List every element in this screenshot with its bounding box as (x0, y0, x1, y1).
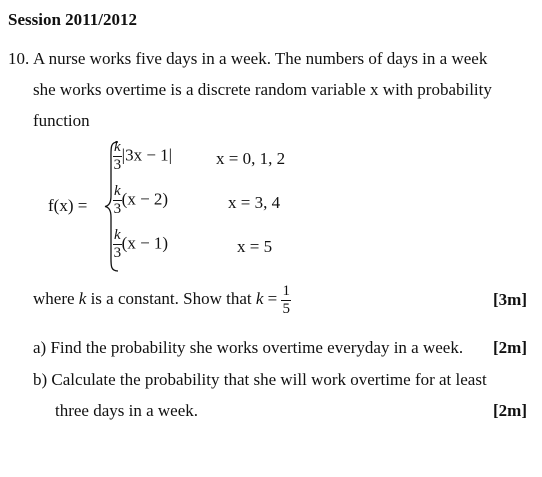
function-lhs: f(x) = (48, 196, 88, 215)
case-condition-1: x = 0, 1, 2 (216, 149, 286, 168)
part-b-text: Calculate the probability that she will work overtime for at least (51, 370, 487, 389)
case-expression: (x − 1) (121, 233, 169, 253)
part-a (33, 332, 463, 363)
fraction-k-over-3: $\frac{k}{3}$ (113, 227, 122, 261)
part-b (33, 364, 487, 395)
marks-part-b: [2m] (493, 401, 527, 420)
part-a-label: a) (33, 338, 47, 357)
marks-part-a: [2m] (493, 338, 527, 357)
part-a-text: Find the probability she works overtime everyday in a week. (50, 338, 464, 357)
show-that-line: where k is a constant. Show that k = $\frac{1}{5}$ (33, 282, 290, 317)
case-expression: (x − 2) (121, 189, 169, 209)
fraction-k-over-3: $\frac{k}{3}$ (113, 139, 122, 173)
case-condition-2: x = 3, 4 (228, 193, 281, 212)
question-line-1: A nurse works five days in a week. The numbers of days in a week (33, 49, 488, 68)
case-row-2 (113, 184, 168, 217)
case-row-3 (113, 228, 168, 261)
question-line-3: function (33, 111, 90, 130)
session-heading: Session 2011/2012 (8, 10, 137, 29)
fraction-one-fifth: $\frac{1}{5}$ (282, 282, 290, 317)
question-number: 10. (8, 49, 30, 68)
fraction-k-over-3: $\frac{k}{3}$ (113, 183, 122, 217)
question-line-2: she works overtime is a discrete random variable x with probability (33, 80, 492, 99)
part-b-line-2: three days in a week. (55, 401, 199, 420)
part-b-label: b) (33, 370, 48, 389)
case-expression: |3x − 1| (121, 145, 173, 165)
marks-show: [3m] (493, 290, 527, 309)
case-row-1 (113, 140, 172, 173)
case-condition-3: x = 5 (237, 237, 273, 256)
